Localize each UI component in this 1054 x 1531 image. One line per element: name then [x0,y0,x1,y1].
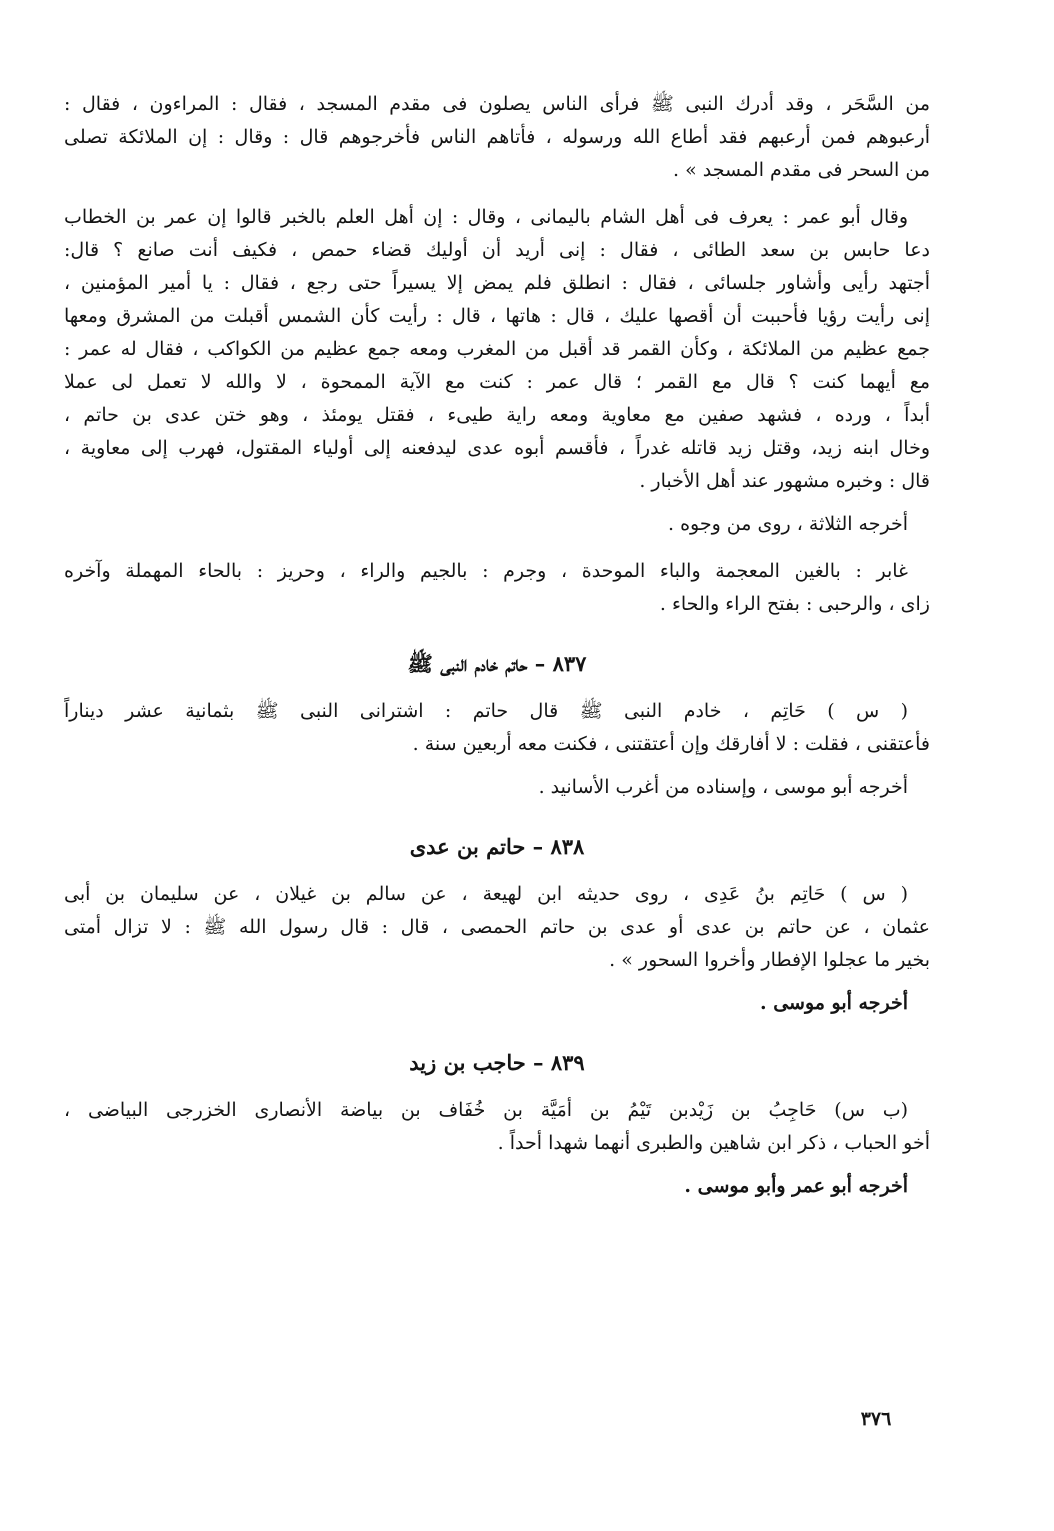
text-line: قال : وخبره مشهور عند أهل الأخبار . [639,470,930,492]
source-note-837: أخرجه أبو موسى ، وإسناده من أغرب الأسانيد . [538,776,908,798]
entry-body-838 [64,878,930,977]
text-line: (ب س) حَاجِبُ بن زَيْدبن تَيْمُ بن أمَيَّة بن خُفَاف بن بياضة الأنصارى الخزرجى البياضى ، [64,1099,908,1121]
text-line: مع أيهما كنت ؟ قال مع القمر ؛ قال عمر : كنت مع الآية الممحوة ، لا والله لا تعمل لى عملا [64,371,930,393]
text-line: ( س ) حَاتِم بنُ عَدِى ، روى حديثه ابن لهيعة ، عن سالم بن غيلان ، عن سليمان بن أبى [64,883,908,905]
text-line: جمع عظيم من الملائكة ، وكأن القمر قد أقبل من المغرب ومعه جمع عظيم من الكواكب ، فقال له عمر : [64,338,930,360]
text-line: غابر : بالغين المعجمة والباء الموحدة ، وجرم : بالجيم والراء ، وحريز : بالحاء المهملة وآخره [64,560,908,582]
text-line: أبداً ، ورده ، فشهد صفين مع معاوية ومعه راية طيىء ، فقتل يومئذ ، وهو ختن عدى بن حاتم ، [64,404,930,426]
page-number: ٣٧٦ [860,1408,892,1430]
paragraph-orthography [64,555,930,621]
paragraph-continuation [64,88,930,187]
text-line: زاى ، والرحبى : بفتح الراء والحاء . [659,593,930,615]
text-line: من السَّحَر ، وقد أدرك النبى ﷺ فرأى الناس يصلون فى مقدم المسجد ، فقال : المراءون ، فقال : [64,93,930,115]
text-line: ( س ) حَاتِم ، خادم النبى ﷺ قال حاتم : اشترانى النبى ﷺ بثمانية عشر ديناراً [64,700,908,722]
text-line: من السحر فى مقدم المسجد » . [673,159,930,181]
entry-heading-839: ٨٣٩ – حاجب بن زيد [409,1050,585,1075]
paragraph-abu-umar [64,201,930,498]
entry-body-839 [64,1094,930,1160]
text-line: وخال ابنه زيد، وقتل زيد قاتله غدراً ، فأقسم أبوه عدى ليدفعنه إلى أولياء المقتول، فهرب إلى معاوية ، [64,437,930,459]
entry-body-837 [64,695,930,761]
entry-heading-837: ٨٣٧ – حاتم خادم النبى ﷺ [407,651,587,676]
document-page [64,88,930,1203]
text-line: أجتهد رأيى وأشاور جلسائى ، فقال : انطلق فلم يمض إلا يسيراً حتى رجع ، فقال : يا أمير المؤمنين ، [64,272,930,294]
source-note-838: أخرجه أبو موسى . [759,992,908,1014]
text-line: وقال أبو عمر : يعرف فى أهل الشام باليمانى ، وقال : إن أهل العلم بالخبر قالوا إن عمر بن الخطاب [64,206,908,228]
text-line: دعا حابس بن سعد الطائى ، فقال : إنى أريد أن أوليك قضاء حمص ، فكيف أنت صانع ؟ قال: [64,239,930,261]
text-line: أخو الحباب ، ذكر ابن شاهين والطبرى أنهما شهدا أحداً . [497,1132,930,1154]
text-line: فأعتقنى ، فقلت : لا أفارقك وإن أعتقتنى ، فكنت معه أربعين سنة . [412,733,930,755]
text-line: إنى رأيت رؤيا فأحببت أن أقصها عليك ، قال : هاتها ، قال : رأيت كأن الشمس أقبلت من المشرق ومعها [64,305,930,327]
entry-heading-838: ٨٣٨ – حاتم بن عدى [409,834,585,859]
source-note-839: أخرجه أبو عمر وأبو موسى . [684,1175,908,1197]
text-line: أرعبوهم فمن أرعبهم فقد أطاع الله ورسوله ، فأتاهم الناس فأخرجوهم قال : وقال : إن الملائكة تصلى [64,126,930,148]
text-line: بخير ما عجلوا الإفطار وأخروا السحور » . [609,949,930,971]
source-note: أخرجه الثلاثة ، روى من وجوه . [667,513,908,535]
text-line: عثمان ، عن حاتم بن عدى أو عدى بن حاتم الحمصى ، قال : قال رسول الله ﷺ : لا تزال أمتى [64,916,930,938]
